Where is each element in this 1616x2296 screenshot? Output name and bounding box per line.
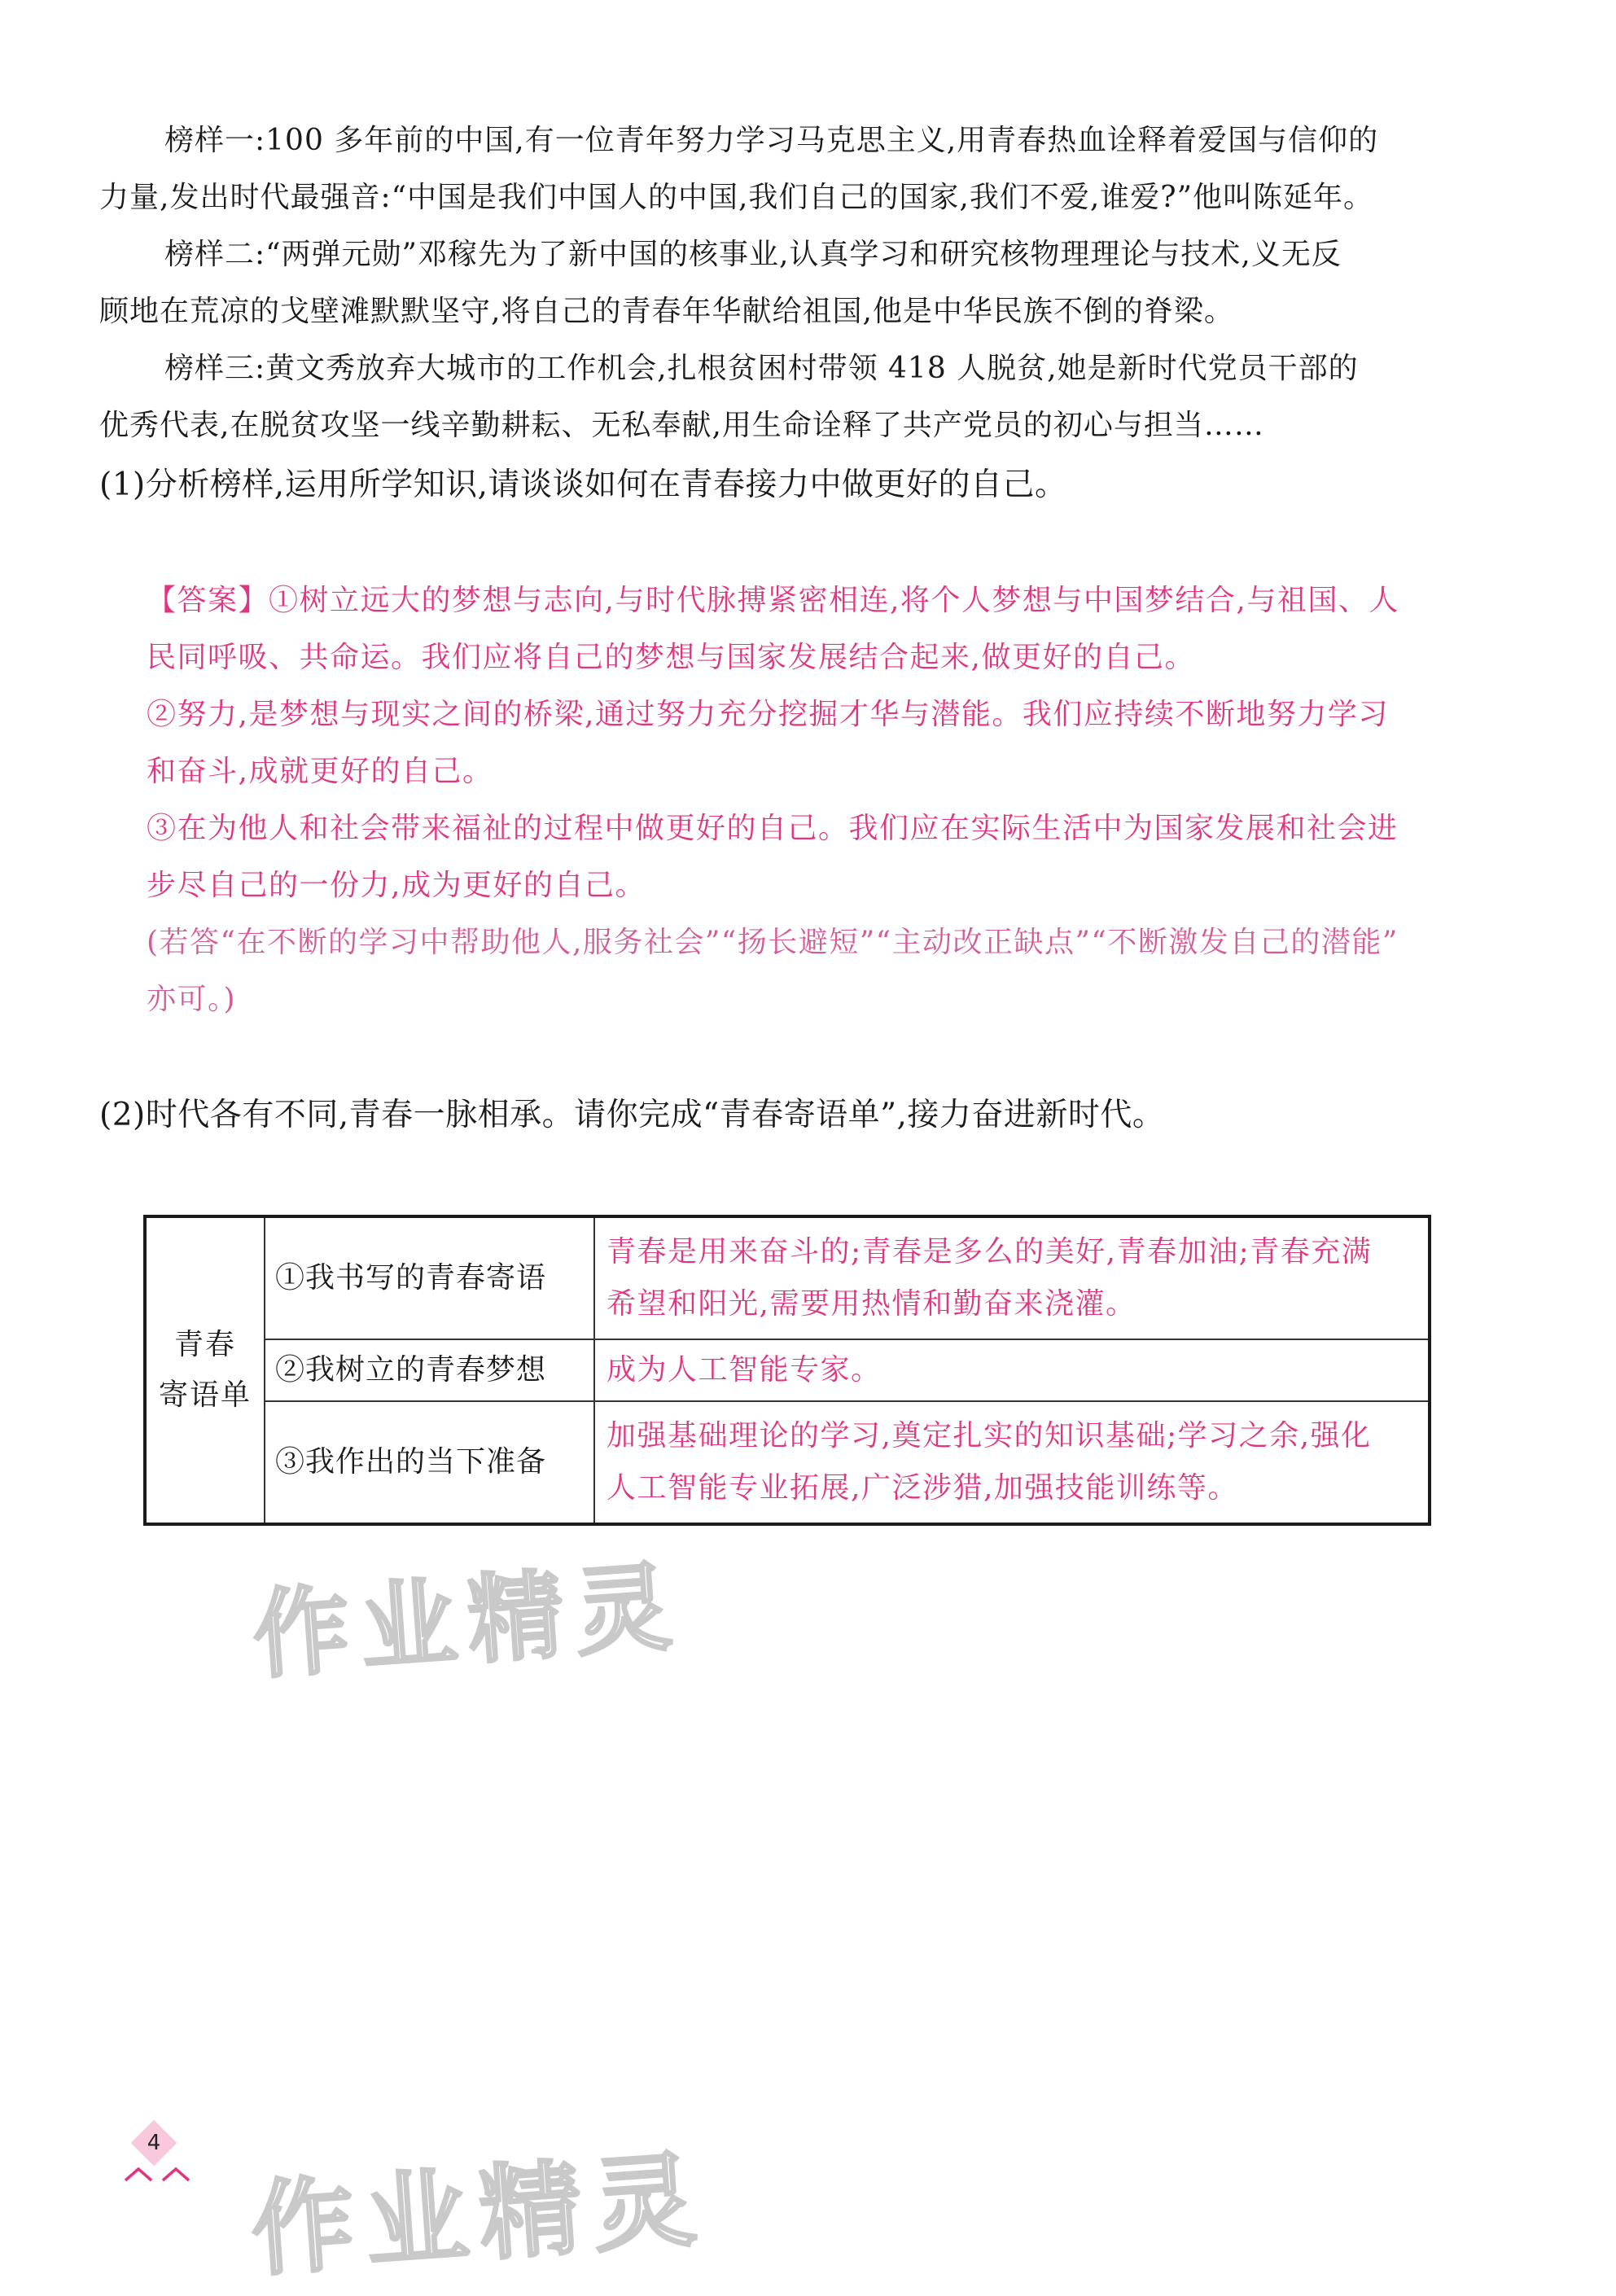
card-row-2 xyxy=(145,1339,1430,1402)
card-value-2-line-1: 成为人工智能专家。 xyxy=(607,1352,882,1387)
answer-line-4: 和奋斗,成就更好的自己。 xyxy=(147,755,493,788)
card-value-1-line-2: 希望和阳光,需要用热情和勤奋来浇灌。 xyxy=(607,1286,1136,1321)
chevron-decoration-icon xyxy=(120,2159,199,2187)
exemplar-2-line-1: 榜样二:“两弹元勋”邓稼先为了新中国的核事业,认真学习和研究核物理理论与技术,义无反 xyxy=(164,238,1342,271)
card-side-label xyxy=(145,1216,265,1524)
card-item-2: ②我树立的青春梦想 xyxy=(265,1339,594,1402)
answer-line-5: ③在为他人和社会带来福祉的过程中做更好的自己。我们应在实际生活中为国家发展和社会进 xyxy=(147,812,1399,845)
card-item-3: ③我作出的当下准备 xyxy=(265,1401,594,1524)
card-value-3 xyxy=(594,1401,1430,1524)
answer-1 xyxy=(147,572,1482,1028)
answer-line-3: ②努力,是梦想与现实之间的桥梁,通过努力充分挖掘才华与潜能。我们应持续不断地努力学习 xyxy=(147,698,1389,731)
exemplar-2-line-2: 顾地在荒凉的戈壁滩默默坚守,将自己的青春年华献给祖国,他是中华民族不倒的脊梁。 xyxy=(99,295,1234,328)
answer-note-line-1: (若答“在不断的学习中帮助他人,服务社会”“扬长避短”“主动改正缺点”“不断激发自己的潜能” xyxy=(147,926,1399,959)
exemplar-1 xyxy=(99,112,1483,226)
watermark-upper: 作业精灵 xyxy=(249,1549,686,1693)
question-2: (2)时代各有不同,青春一脉相承。请你完成“青春寄语单”,接力奋进新时代。 xyxy=(99,1097,1165,1133)
answer-line-6: 步尽自己的一份力,成为更好的自己。 xyxy=(147,869,646,902)
watermark-lower: 作业精灵 xyxy=(247,2139,712,2291)
exemplar-3-line-1: 榜样三:黄文秀放弃大城市的工作机会,扎根贫困村带领 418 人脱贫,她是新时代党员干部的 xyxy=(164,352,1359,385)
card-side-line-1: 青春 xyxy=(173,1328,236,1361)
page-number-badge xyxy=(134,2123,173,2162)
exemplar-1-line-2: 力量,发出时代最强音:“中国是我们中国人的中国,我们自己的国家,我们不爱,谁爱?”他叫陈延年。 xyxy=(99,181,1374,214)
youth-message-card xyxy=(143,1215,1431,1526)
card-row-1 xyxy=(145,1216,1430,1339)
card-value-3-line-2: 人工智能专业拓展,广泛涉猎,加强技能训练等。 xyxy=(607,1471,1238,1505)
card-row-3 xyxy=(145,1401,1430,1524)
card-item-1: ①我书写的青春寄语 xyxy=(265,1216,594,1339)
exemplar-2 xyxy=(99,226,1483,340)
exemplar-1-line-1: 榜样一:100 多年前的中国,有一位青年努力学习马克思主义,用青春热血诠释着爱国与信仰的 xyxy=(164,124,1379,157)
exemplar-3 xyxy=(99,340,1483,454)
page-number: 4 xyxy=(147,2131,161,2155)
answer-line-1: 【答案】①树立远大的梦想与志向,与时代脉搏紧密相连,将个人梦想与中国梦结合,与祖国、人 xyxy=(147,584,1399,617)
card-side-line-2: 寄语单 xyxy=(158,1378,252,1412)
card-value-1-line-1: 青春是用来奋斗的;青春是多么的美好,青春加油;青春充满 xyxy=(607,1234,1373,1268)
answer-note-line-2: 亦可。) xyxy=(147,983,237,1016)
card-value-3-line-1: 加强基础理论的学习,奠定扎实的知识基础;学习之余,强化 xyxy=(607,1419,1372,1453)
question-1: (1)分析榜样,运用所学知识,请谈谈如何在青春接力中做更好的自己。 xyxy=(99,467,1067,503)
answer-line-2: 民同呼吸、共命运。我们应将自己的梦想与国家发展结合起来,做更好的自己。 xyxy=(147,641,1195,674)
card-value-2 xyxy=(594,1339,1430,1402)
exemplar-3-line-2: 优秀代表,在脱贫攻坚一线辛勤耕耘、无私奉献,用生命诠释了共产党员的初心与担当…… xyxy=(99,409,1264,442)
card-value-1 xyxy=(594,1216,1430,1339)
